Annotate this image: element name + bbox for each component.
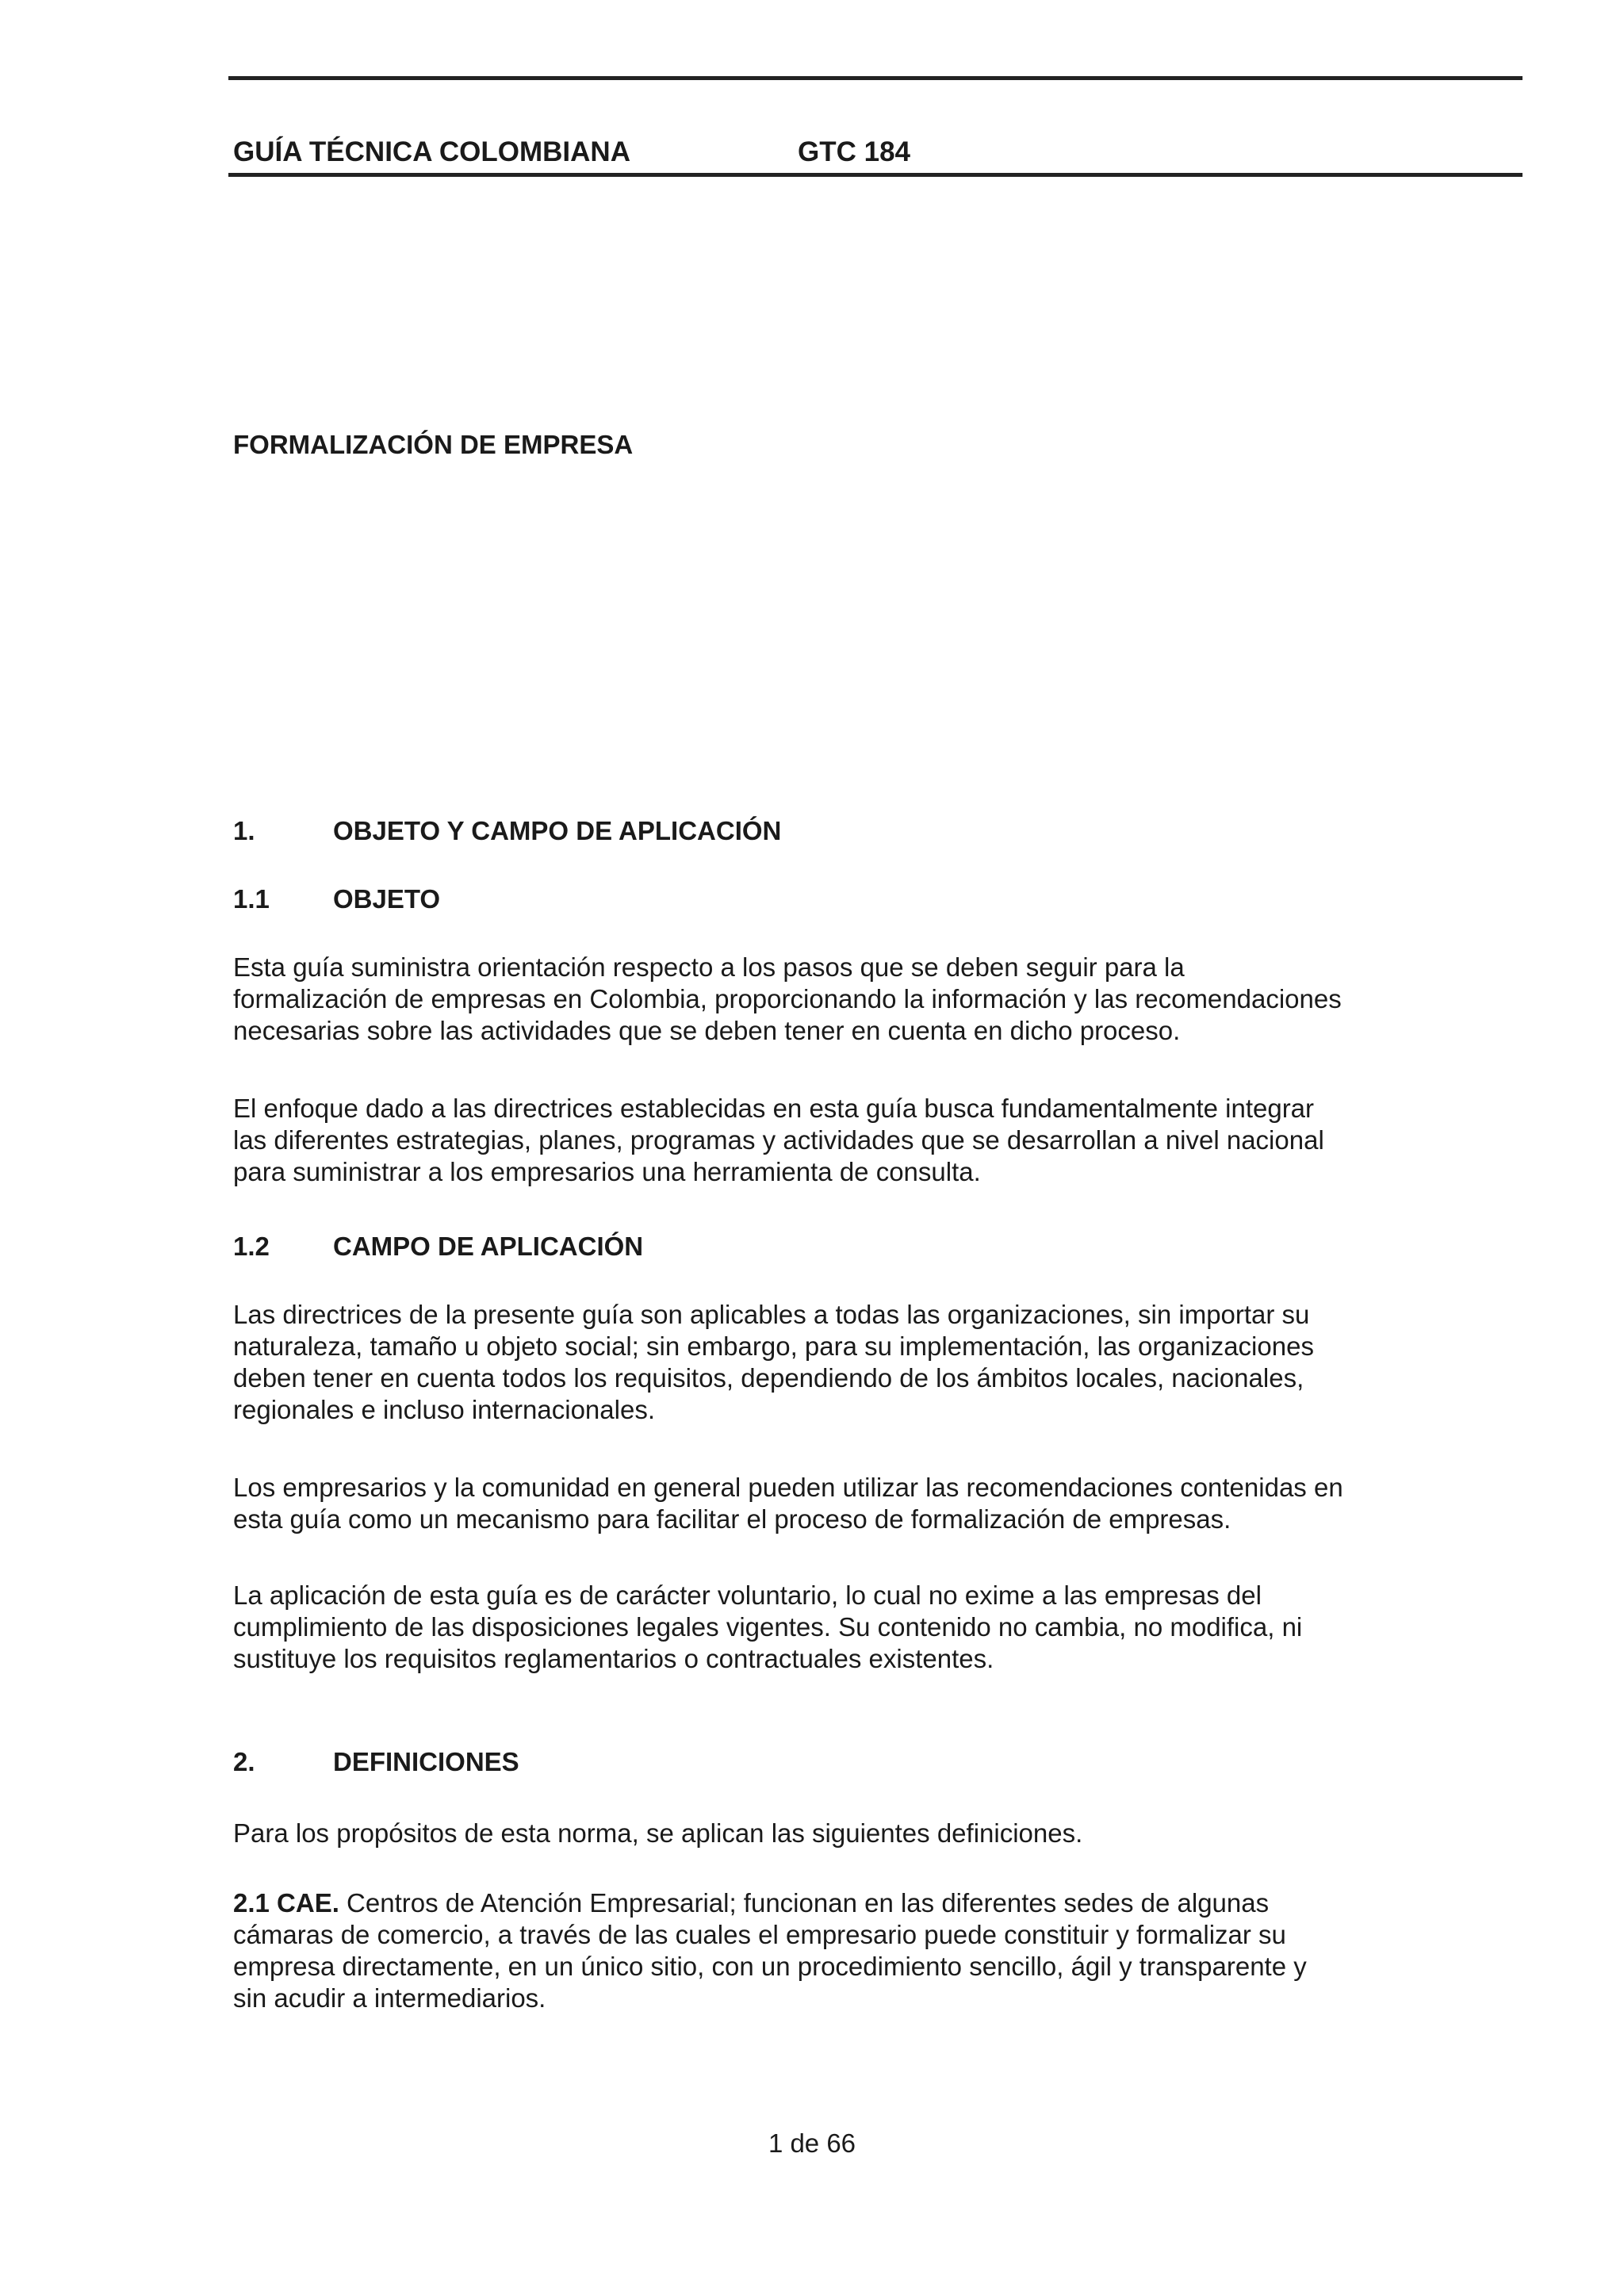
paragraph-campo-1: Las directrices de la presente guía son aplicables a todas las organizaciones, sin importar su naturaleza, tamaño u objeto social; sin embargo, para su implementación, las organizaciones deben tener en cuenta todos los requisitos, dependiendo de los ámbitos locales, nacionales, regionales e incluso internacionales. (233, 1300, 1314, 1424)
definition-text: Centros de Atención Empresarial; funcionan en las diferentes sedes de algunas cámaras de comercio, a través de las cuales el empresario puede constituir y formalizar su empresa directamente, en un único sitio, con un procedimiento sencillo, ágil y transparente y sin acudir a intermediarios. (233, 1888, 1307, 2013)
header-guide-name: GUÍA TÉCNICA COLOMBIANA (233, 136, 630, 167)
paragraph-campo-2: Los empresarios y la comunidad en general pueden utilizar las recomendaciones contenidas en esta guía como un mecanismo para facilitar el proceso de formalización de empresas. (233, 1473, 1343, 1534)
header-guide-code: GTC 184 (798, 136, 910, 167)
header-bottom-rule (228, 173, 1522, 177)
section-title: DEFINICIONES (333, 1747, 519, 1776)
section-number: 2. (233, 1747, 255, 1776)
section-title: OBJETO (333, 884, 441, 914)
paragraph-campo-3: La aplicación de esta guía es de carácter voluntario, lo cual no exime a las empresas del cumplimiento de las disposiciones legales vigentes. Su contenido no cambia, no modifica, ni sustituye los requisitos reglamentarios o contractuales existentes. (233, 1580, 1303, 1673)
header-top-rule (228, 76, 1522, 80)
section-title: OBJETO Y CAMPO DE APLICACIÓN (333, 816, 782, 845)
section-1-2-heading (233, 1231, 643, 1262)
paragraph-objeto-2: El enfoque dado a las directrices establecidas en esta guía busca fundamentalmente integrar las diferentes estrategias, planes, programas y actividades que se desarrollan a nivel nacional para suministrar a los empresarios una herramienta de consulta. (233, 1094, 1324, 1186)
section-1-1-heading (233, 883, 440, 915)
section-title: CAMPO DE APLICACIÓN (333, 1232, 644, 1261)
section-number: 1.1 (233, 884, 270, 914)
document-title: FORMALIZACIÓN DE EMPRESA (233, 430, 634, 459)
section-number: 1.2 (233, 1232, 270, 1261)
definition-term: 2.1 CAE. (233, 1888, 339, 1918)
section-2-heading (233, 1746, 519, 1778)
definition-cae (233, 1887, 1423, 2014)
paragraph-definiciones-intro: Para los propósitos de esta norma, se aplican las siguientes definiciones. (233, 1818, 1083, 1848)
section-1-heading (233, 815, 781, 847)
paragraph-objeto-1: Esta guía suministra orientación respecto a los pasos que se deben seguir para la formalización de empresas en Colombia, proporcionando la información y las recomendaciones necesarias sobre las actividades que se deben tener en cuenta en dicho proceso. (233, 952, 1342, 1045)
section-number: 1. (233, 816, 255, 845)
page-number: 1 de 66 (768, 2128, 856, 2158)
